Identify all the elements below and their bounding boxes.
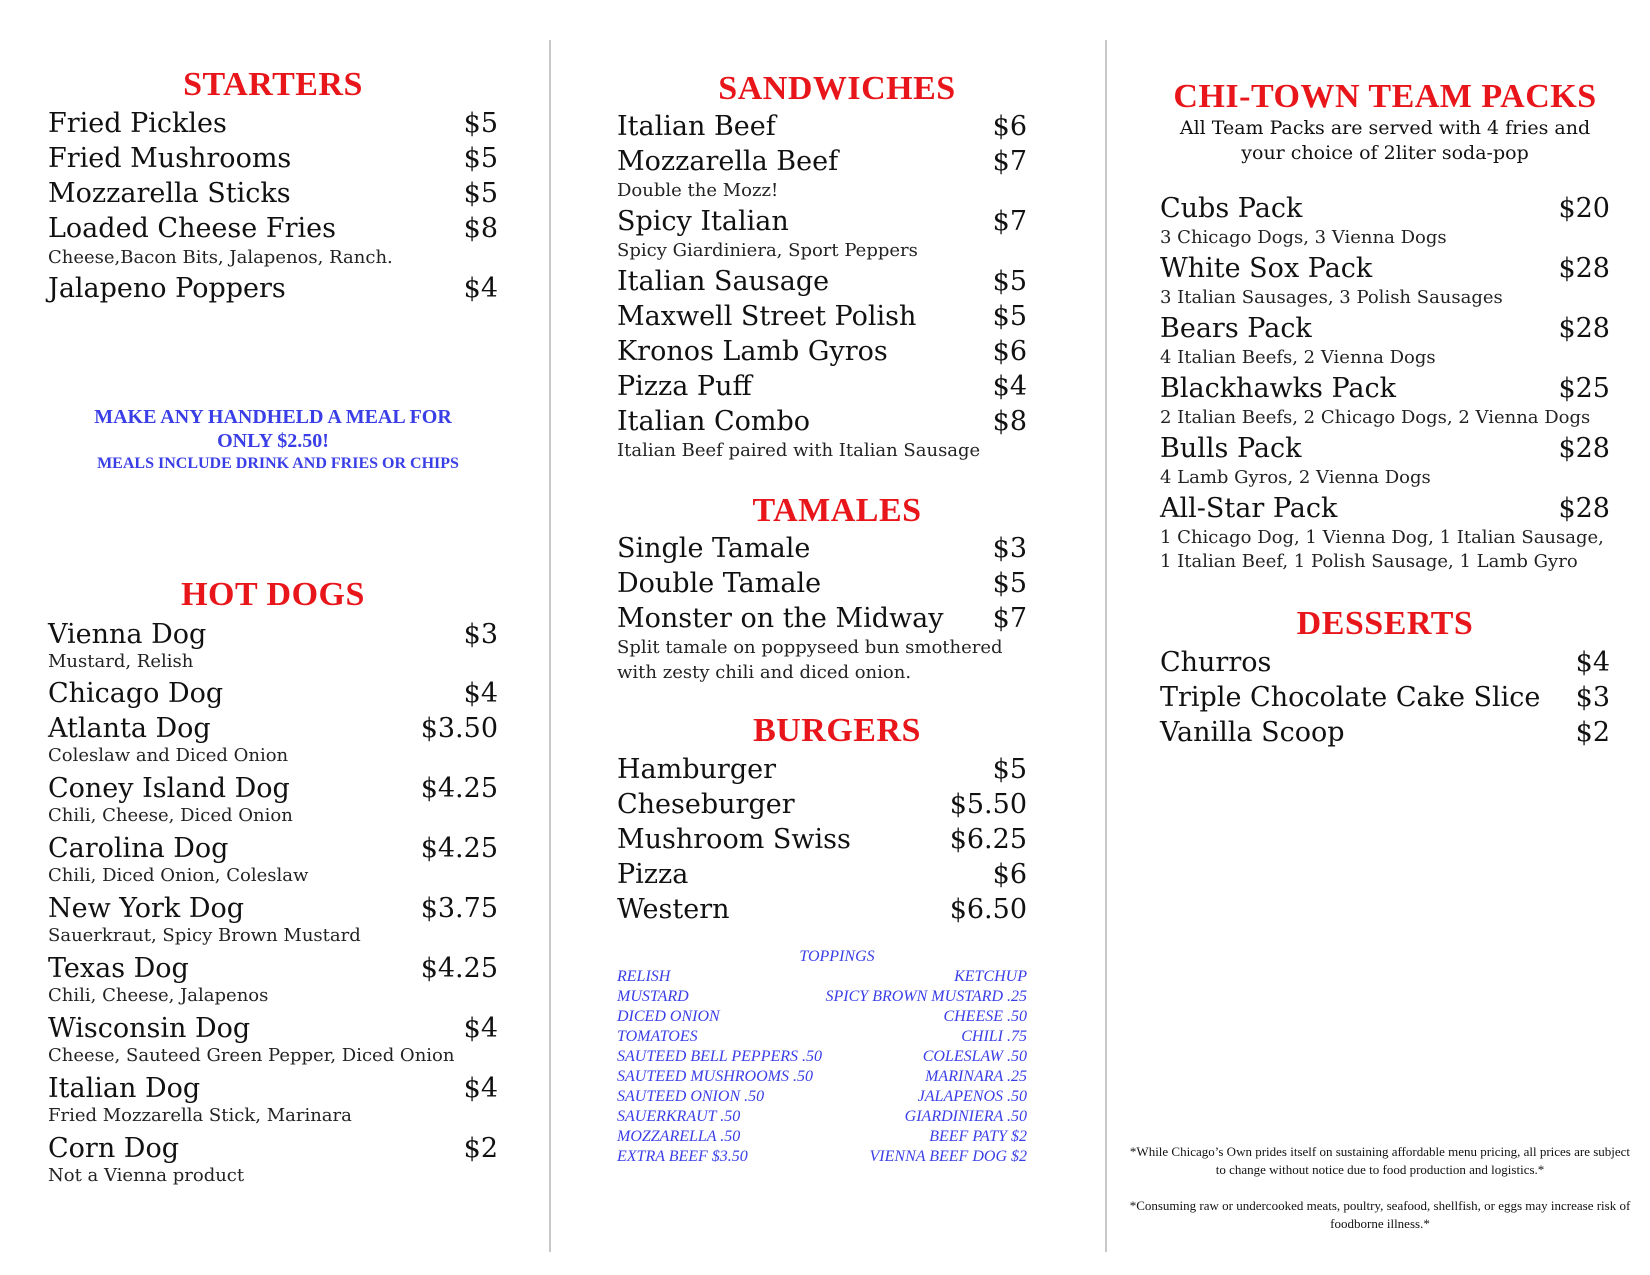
item-price: $3: [463, 619, 498, 650]
item-price: $5: [992, 301, 1027, 332]
item-price: $2: [463, 1133, 498, 1164]
food-safety-disclaimer: *Consuming raw or undercooked meats, poultry, seafood, shellfish, or eggs may increase risk of foodborne illness.*: [1129, 1198, 1631, 1231]
topping-item: DICED ONION: [617, 1008, 720, 1025]
item-description: Not a Vienna product: [48, 1165, 245, 1186]
item-name: Spicy Italian: [617, 206, 789, 237]
meal-promo-line1: MAKE ANY HANDHELD A MEAL FOR: [94, 406, 452, 428]
topping-item: JALAPENOS .50: [917, 1088, 1027, 1105]
item-price: $2: [1575, 717, 1610, 748]
item-name: Western: [617, 894, 730, 925]
item-price: $4.25: [420, 833, 498, 864]
topping-item: KETCHUP: [954, 968, 1027, 985]
item-description: Cheese,Bacon Bits, Jalapenos, Ranch.: [48, 247, 393, 268]
meal-promo-line2: ONLY $2.50!: [217, 430, 329, 452]
item-description-line2: 1 Italian Beef, 1 Polish Sausage, 1 Lamb Gyro: [1160, 551, 1578, 572]
item-name: Atlanta Dog: [48, 713, 211, 744]
item-description: Spicy Giardiniera, Sport Peppers: [617, 240, 918, 261]
item-name: All-Star Pack: [1160, 493, 1338, 524]
column-divider-1: [549, 40, 551, 1252]
item-name: Pizza: [617, 859, 689, 890]
item-price: $5: [992, 266, 1027, 297]
item-price: $28: [1558, 253, 1610, 284]
topping-item: MUSTARD: [617, 988, 689, 1005]
item-price: $20: [1558, 193, 1610, 224]
burgers-heading: BURGERS: [753, 712, 921, 749]
item-description-line2: with zesty chili and diced onion.: [617, 662, 912, 683]
topping-item: VIENNA BEEF DOG $2: [869, 1148, 1027, 1165]
item-description: Italian Beef paired with Italian Sausage: [617, 440, 981, 461]
item-name: Mozzarella Sticks: [48, 178, 291, 209]
item-price: $5: [463, 178, 498, 209]
item-price: $4: [463, 273, 498, 304]
item-description: Coleslaw and Diced Onion: [48, 745, 289, 766]
item-description: Chili, Cheese, Jalapenos: [48, 985, 269, 1006]
item-description: 4 Italian Beefs, 2 Vienna Dogs: [1160, 347, 1436, 368]
topping-item: BEEF PATY $2: [929, 1128, 1027, 1145]
item-description: 2 Italian Beefs, 2 Chicago Dogs, 2 Vienna Dogs: [1160, 407, 1591, 428]
item-description: 3 Chicago Dogs, 3 Vienna Dogs: [1160, 227, 1447, 248]
item-price: $5: [463, 108, 498, 139]
item-name: Wisconsin Dog: [48, 1013, 251, 1044]
item-name: Texas Dog: [48, 953, 189, 984]
item-price: $8: [992, 406, 1027, 437]
topping-item: GIARDINIERA .50: [904, 1108, 1027, 1125]
item-price: $4: [1575, 647, 1610, 678]
item-price: $5.50: [949, 789, 1027, 820]
item-price: $28: [1558, 433, 1610, 464]
item-price: $4: [463, 678, 498, 709]
item-name: Cheseburger: [617, 789, 795, 820]
topping-item: TOMATOES: [617, 1028, 698, 1045]
pricing-disclaimer: *While Chicago’s Own prides itself on sustaining affordable menu pricing, all prices are subject to change without notice due to food production and logistics.*: [1129, 1144, 1631, 1177]
tamales-heading: TAMALES: [752, 492, 922, 529]
item-name: Monster on the Midway: [617, 603, 944, 634]
item-price: $4: [992, 371, 1027, 402]
topping-item: COLESLAW .50: [922, 1048, 1027, 1065]
topping-item: SAUERKRAUT .50: [617, 1108, 741, 1125]
item-description: Cheese, Sauteed Green Pepper, Diced Onion: [48, 1045, 455, 1066]
item-price: $3: [992, 533, 1027, 564]
topping-item: SAUTEED ONION .50: [617, 1088, 765, 1105]
item-name: Mushroom Swiss: [617, 824, 851, 855]
item-name: Coney Island Dog: [48, 773, 290, 804]
topping-item: RELISH: [617, 968, 671, 985]
team-packs-heading: CHI-TOWN TEAM PACKS: [1173, 78, 1597, 115]
topping-item: CHILI .75: [961, 1028, 1027, 1045]
meal-promo-line3: MEALS INCLUDE DRINK AND FRIES OR CHIPS: [97, 455, 459, 472]
item-price: $28: [1558, 313, 1610, 344]
item-name: Pizza Puff: [617, 371, 752, 402]
item-price: $25: [1558, 373, 1610, 404]
item-price: $5: [463, 143, 498, 174]
item-name: Mozzarella Beef: [617, 146, 839, 177]
sandwiches-heading: SANDWICHES: [718, 70, 956, 107]
item-name: Chicago Dog: [48, 678, 224, 709]
topping-item: MARINARA .25: [925, 1068, 1027, 1085]
item-description: Fried Mozzarella Stick, Marinara: [48, 1105, 352, 1126]
item-price: $7: [992, 603, 1027, 634]
item-description: 4 Lamb Gyros, 2 Vienna Dogs: [1160, 467, 1431, 488]
item-name: Hamburger: [617, 754, 776, 785]
item-price: $28: [1558, 493, 1610, 524]
item-name: Triple Chocolate Cake Slice: [1160, 682, 1541, 713]
topping-item: CHEESE .50: [943, 1008, 1027, 1025]
item-price: $6: [992, 336, 1027, 367]
item-price: $6: [992, 859, 1027, 890]
column-divider-2: [1105, 40, 1107, 1252]
item-description: Mustard, Relish: [48, 651, 194, 672]
item-name: Churros: [1160, 647, 1272, 678]
item-price: $6: [992, 111, 1027, 142]
item-name: Bears Pack: [1160, 313, 1312, 344]
item-name: Single Tamale: [617, 533, 811, 564]
item-price: $5: [992, 568, 1027, 599]
item-name: Corn Dog: [48, 1133, 179, 1164]
item-description: Sauerkraut, Spicy Brown Mustard: [48, 925, 361, 946]
topping-item: SAUTEED MUSHROOMS .50: [617, 1068, 813, 1085]
toppings-heading: TOPPINGS: [799, 948, 875, 965]
item-price: $8: [463, 213, 498, 244]
item-price: $3: [1575, 682, 1610, 713]
item-name: Kronos Lamb Gyros: [617, 336, 888, 367]
item-price: $7: [992, 206, 1027, 237]
item-name: White Sox Pack: [1160, 253, 1373, 284]
item-name: Fried Pickles: [48, 108, 227, 139]
item-description: Double the Mozz!: [617, 180, 779, 201]
topping-item: MOZZARELLA .50: [617, 1128, 741, 1145]
item-name: Fried Mushrooms: [48, 143, 292, 174]
item-price: $3.50: [420, 713, 498, 744]
item-price: $4.25: [420, 773, 498, 804]
item-description: 1 Chicago Dog, 1 Vienna Dog, 1 Italian Sausage,: [1160, 527, 1604, 548]
item-price: $6.25: [949, 824, 1027, 855]
topping-item: SPICY BROWN MUSTARD .25: [825, 988, 1027, 1005]
starters-heading: STARTERS: [183, 66, 363, 103]
item-name: Blackhawks Pack: [1160, 373, 1396, 404]
item-name: Italian Combo: [617, 406, 811, 437]
item-description: Split tamale on poppyseed bun smothered: [617, 637, 1003, 658]
item-price: $4: [463, 1013, 498, 1044]
item-name: Carolina Dog: [48, 833, 229, 864]
item-price: $4: [463, 1073, 498, 1104]
item-price: $5: [992, 754, 1027, 785]
item-price: $3.75: [420, 893, 498, 924]
hot-dogs-heading: HOT DOGS: [181, 576, 365, 613]
team-packs-subtitle-1: All Team Packs are served with 4 fries and: [1179, 117, 1591, 139]
item-name: Italian Beef: [617, 111, 776, 142]
item-description: 3 Italian Sausages, 3 Polish Sausages: [1160, 287, 1503, 308]
item-name: New York Dog: [48, 893, 245, 924]
item-name: Maxwell Street Polish: [617, 301, 917, 332]
item-name: Loaded Cheese Fries: [48, 213, 336, 244]
item-name: Italian Sausage: [617, 266, 830, 297]
item-name: Jalapeno Poppers: [48, 273, 286, 304]
item-name: Vanilla Scoop: [1160, 717, 1345, 748]
item-description: Chili, Cheese, Diced Onion: [48, 805, 293, 826]
team-packs-subtitle-2: your choice of 2liter soda-pop: [1241, 142, 1529, 164]
item-price: $6.50: [949, 894, 1027, 925]
desserts-heading: DESSERTS: [1296, 605, 1474, 642]
item-description: Chili, Diced Onion, Coleslaw: [48, 865, 309, 886]
item-name: Double Tamale: [617, 568, 822, 599]
topping-item: EXTRA BEEF $3.50: [617, 1148, 748, 1165]
topping-item: SAUTEED BELL PEPPERS .50: [617, 1048, 823, 1065]
item-name: Cubs Pack: [1160, 193, 1303, 224]
item-price: $4.25: [420, 953, 498, 984]
item-price: $7: [992, 146, 1027, 177]
item-name: Bulls Pack: [1160, 433, 1302, 464]
item-name: Vienna Dog: [48, 619, 207, 650]
item-name: Italian Dog: [48, 1073, 201, 1104]
